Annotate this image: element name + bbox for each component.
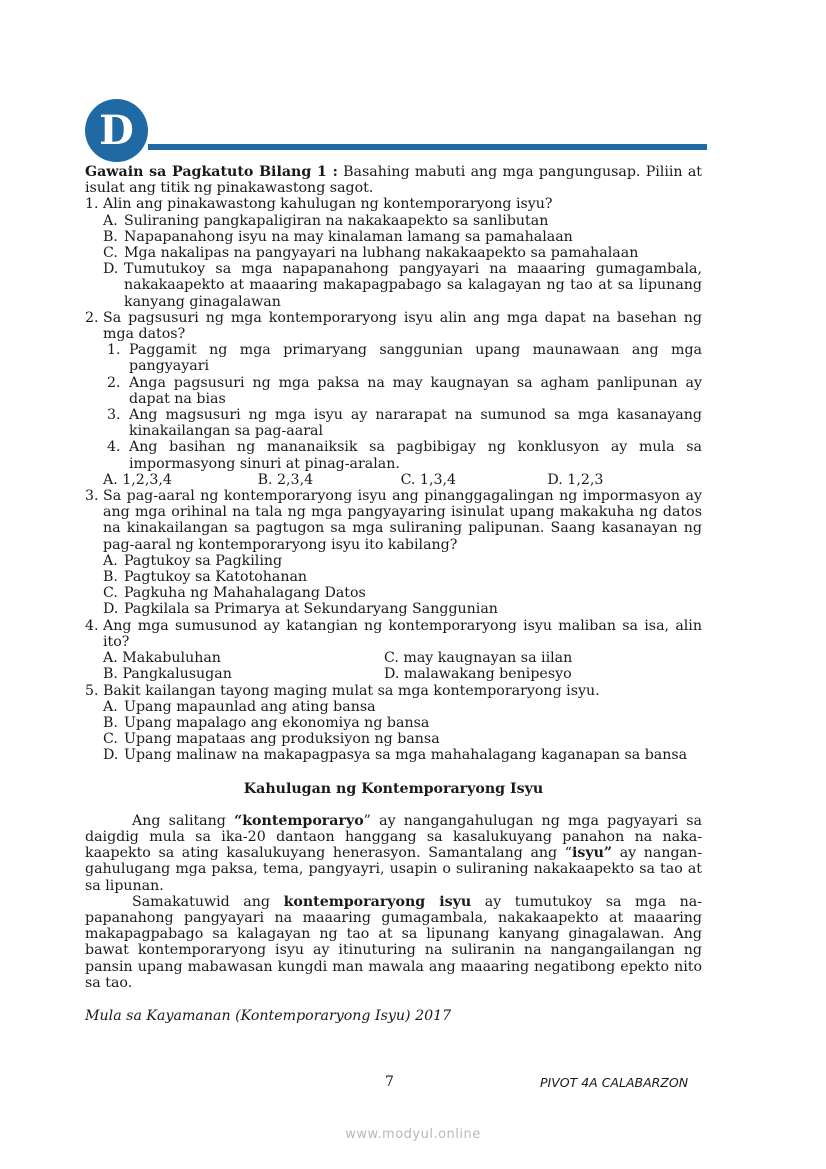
- worksheet-content: [85, 164, 702, 1024]
- page-number: 7: [385, 1074, 394, 1090]
- question-4: [85, 618, 702, 650]
- statement-number: 3.: [107, 407, 121, 424]
- question-text: Bakit kailangan tayong maging mulat sa mga kontemporaryong isyu.: [103, 682, 600, 699]
- text-run: ” ay nangangahulugan ng mga pagyayari sa daigdig mula sa ika-20 dantaon hanggang sa kasalukuyang panahon na naka-kaapekto sa ating kasalukuyang henerasyon. Samantalang ang “: [85, 812, 702, 862]
- choice-letter: B.: [103, 228, 118, 245]
- question-text: Ang mga sumusunod ay katangian ng kontemporaryong isyu maliban sa isa, alin ito?: [103, 617, 702, 650]
- statement-text: Paggamit ng mga primaryang sanggunian upang maunawaan ang mga pangyayari: [129, 342, 702, 375]
- reading-paragraph-2: [85, 894, 702, 991]
- choice: A. Makabuluhan: [103, 650, 221, 667]
- question-number: 5.: [85, 682, 99, 699]
- choice-text: Upang mapataas ang produksiyon ng bansa: [124, 731, 440, 748]
- statement-number: 4.: [107, 439, 121, 456]
- choice-text: Pagkuha ng Mahahalagang Datos: [124, 585, 366, 602]
- question-number: 4.: [85, 617, 99, 634]
- question-3: [85, 488, 702, 553]
- footer-org: PIVOT 4A CALABARZON: [540, 1075, 689, 1090]
- reading-paragraph-1: [85, 813, 702, 894]
- question-number: 2.: [85, 309, 99, 326]
- watermark: www.modyul.online: [345, 1127, 481, 1142]
- activity-intro: [85, 164, 702, 196]
- reading-source: Mula sa Kayamanan (Kontemporaryong Isyu) 2017: [85, 1007, 452, 1024]
- choice: [103, 245, 702, 261]
- statement: [107, 439, 702, 471]
- choice-text: Mga nakalipas na pangyayari na lubhang nakakaapekto sa pamahalaan: [124, 245, 639, 262]
- choice-text: Suliraning pangkapaligiran na nakakaapekto sa sanlibutan: [124, 212, 549, 229]
- choice-text: Pagtukoy sa Pagkiling: [124, 552, 283, 569]
- choice: [103, 553, 702, 569]
- choice-letter: B.: [103, 569, 118, 586]
- choice-text: Upang mapaunlad ang ating bansa: [124, 698, 376, 715]
- section-rule: [148, 144, 707, 150]
- question-text: Sa pag-aaral ng kontemporaryong isyu ang pinanggagalingan ng impormasyon ay ang mga orihinal na tala ng mga pangyayaring isinulat upang makakuha ng datos na kinakailangan sa pagtugon sa mga suliraning palipunan. Saang kasanayan ng pag-aaral ng kontemporaryong isyu ito kabilang?: [103, 488, 702, 553]
- choice: D. malawakang benipesyo: [384, 666, 572, 683]
- statement-number: 1.: [107, 342, 121, 359]
- choice: [103, 585, 702, 601]
- choice: [103, 715, 702, 731]
- question-1: [85, 196, 702, 212]
- activity-instruction: Basahing mabuti ang mga pangungusap. Piliin at isulat ang titik ng pinakawastong sagot.: [85, 164, 702, 197]
- choice-letter: A.: [103, 552, 118, 569]
- statement-text: Ang basihan ng mananaiksik sa pagbibigay ng konklusyon ay mula sa impormasyong sinuri at pinag-aralan.: [129, 439, 702, 472]
- choice-text: Upang malinaw na makapagpasya sa mga mahahalagang kaganapan sa bansa: [124, 747, 688, 764]
- choice: [103, 261, 702, 310]
- choice-letter: D.: [103, 261, 119, 278]
- choices-row: [103, 472, 702, 488]
- choice-text: Upang mapalago ang ekonomiya ng bansa: [124, 714, 430, 731]
- choice-letter: C.: [103, 585, 118, 602]
- question-number: 3.: [85, 488, 99, 505]
- question-text: Sa pagsusuri ng mga kontemporaryong isyu alin ang mga dapat na basehan ng mga datos?: [103, 309, 702, 343]
- choice: C. 1,3,4: [400, 471, 457, 488]
- choice-letter: C.: [103, 245, 118, 262]
- statement: [107, 407, 702, 439]
- statement-text: Anga pagsusuri ng mga paksa na may kaugnayan sa agham panlipunan ay dapat na bias: [129, 374, 702, 407]
- choice-text: Napapanahong isyu na may kinalaman lamang sa pamahalaan: [124, 228, 573, 245]
- statement: [107, 375, 702, 407]
- choice-letter: D.: [103, 601, 119, 618]
- choice: [103, 731, 702, 747]
- choice-text: Tumutukoy sa mga napapanahong pangyayari na maaaring gumagambala, nakakaapekto at maaaring makapagpabago sa kalagayan ng tao at sa lipunang kanyang ginagalawan: [124, 261, 702, 310]
- text-run: Ang salitang: [132, 812, 235, 829]
- choice-letter: C.: [103, 731, 118, 748]
- choice: D. 1,2,3: [547, 471, 604, 488]
- statement-text: Ang magsusuri ng mga isyu ay nararapat na sumunod sa mga kasanayang kinakailangan sa pag-aaral: [129, 407, 702, 440]
- reading-heading: Kahulugan ng Kontemporaryong Isyu: [243, 780, 544, 797]
- choice: [103, 569, 702, 585]
- choice: [103, 213, 702, 229]
- question-text: Alin ang pinakawastong kahulugan ng kontemporaryong isyu?: [103, 196, 553, 213]
- choice: A. 1,2,3,4: [103, 471, 172, 488]
- activity-title: Gawain sa Pagkatuto Bilang 1 :: [85, 164, 338, 180]
- choice: [103, 699, 702, 715]
- choice-letter: A.: [103, 698, 118, 715]
- choice-letter: A.: [103, 212, 118, 229]
- choice-letter: B.: [103, 714, 118, 731]
- question-number: 1.: [85, 196, 99, 213]
- choice: [103, 601, 702, 617]
- choices-grid: [103, 650, 702, 682]
- choice: [103, 747, 702, 763]
- section-letter-badge: D: [85, 99, 148, 162]
- bold-term: “kontemporaryo: [234, 812, 364, 829]
- choice: B. 2,3,4: [257, 471, 314, 488]
- text-run: ay tumutukoy sa mga na-papanahong pangyayari na maaaring gumagambala, nakakaapekto at maaaring makapagpabago sa kalagayan ng tao at sa lipunang kanyang ginagalawan. Ang bawat kontemporaryong isyu ay itinuturing na suliranin na nangangailangan ng pansin upang mabawasan kungdi man mawala ang maaaring negatibong epekto nito sa tao.: [85, 893, 703, 991]
- text-run: ay nangan-gahulugang mga paksa, tema, pangyayri, usapin o suliraning nakakaapekto sa tao at sa lipunan.: [85, 845, 702, 894]
- choice-text: Pagkilala sa Primarya at Sekundaryang Sanggunian: [124, 601, 498, 618]
- statement: [107, 342, 702, 374]
- choice: C. may kaugnayan sa iilan: [384, 650, 573, 667]
- choice: B. Pangkalusugan: [103, 666, 232, 683]
- question-5: [85, 683, 702, 699]
- bold-term: isyu”: [571, 845, 613, 862]
- choice: [103, 229, 702, 245]
- choice-text: Pagtukoy sa Katotohanan: [124, 569, 308, 586]
- question-2: [85, 310, 702, 342]
- bold-term: kontemporaryong isyu: [283, 893, 472, 910]
- text-run: Samakatuwid ang: [132, 893, 284, 910]
- statement-number: 2.: [107, 374, 121, 391]
- choice-letter: D.: [103, 747, 119, 764]
